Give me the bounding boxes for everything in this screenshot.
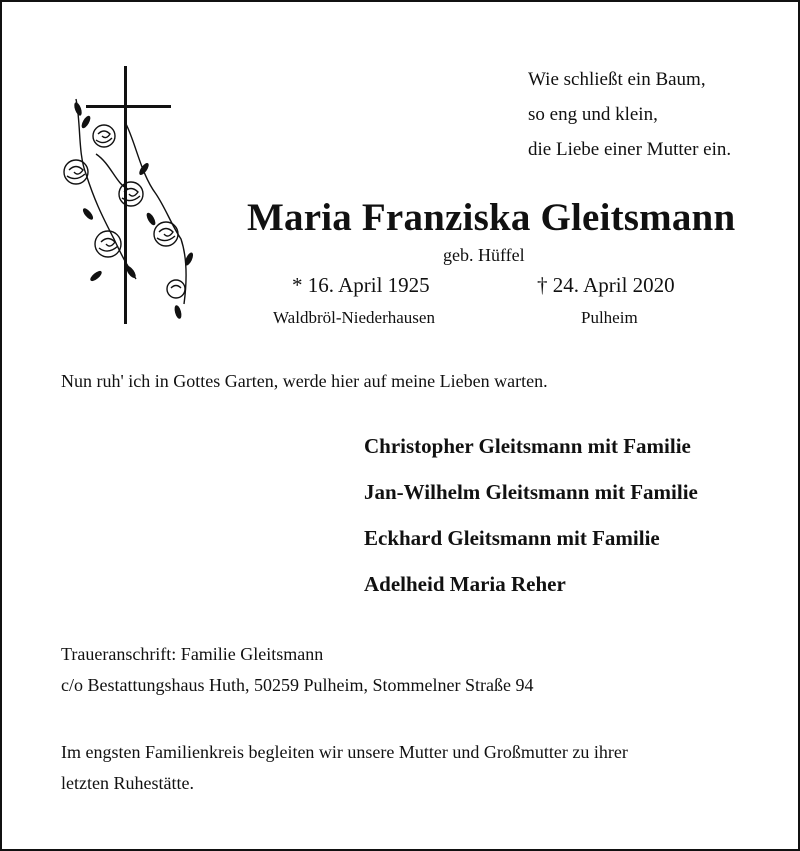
memorial-verse: Nun ruh' ich in Gottes Garten, werde hier auf meine Lieben warten. [61,371,548,391]
cross-with-roses-icon [56,64,201,326]
mourner-entry: Eckhard Gleitsmann mit Familie [364,526,660,550]
poem-line: Wie schließt ein Baum, [528,69,706,90]
deceased-name: Maria Franziska Gleitsmann [247,196,736,239]
death-place: Pulheim [581,308,638,327]
mourning-address [61,639,533,701]
mourners-list [364,432,698,616]
address-line: c/o Bestattungshaus Huth, 50259 Pulheim, Stommelner Straße 94 [61,675,534,695]
maiden-name: geb. Hüffel [443,245,525,265]
poem [528,62,731,167]
burial-notice [61,737,628,799]
address-line: Traueranschrift: Familie Gleitsmann [61,644,324,664]
burial-line: letzten Ruhestätte. [61,773,194,793]
birth-place: Waldbröl-Niederhausen [273,308,435,327]
poem-line: die Liebe einer Mutter ein. [528,139,732,160]
poem-line: so eng und klein, [528,104,658,125]
death-date: † 24. April 2020 [537,273,675,297]
mourner-entry: Christopher Gleitsmann mit Familie [364,434,691,458]
burial-line: Im engsten Familienkreis begleiten wir unsere Mutter und Großmutter zu ihrer [61,742,628,762]
mourner-entry: Jan-Wilhelm Gleitsmann mit Familie [364,480,698,504]
mourner-entry: Adelheid Maria Reher [364,572,566,596]
birth-date: * 16. April 1925 [292,273,430,297]
